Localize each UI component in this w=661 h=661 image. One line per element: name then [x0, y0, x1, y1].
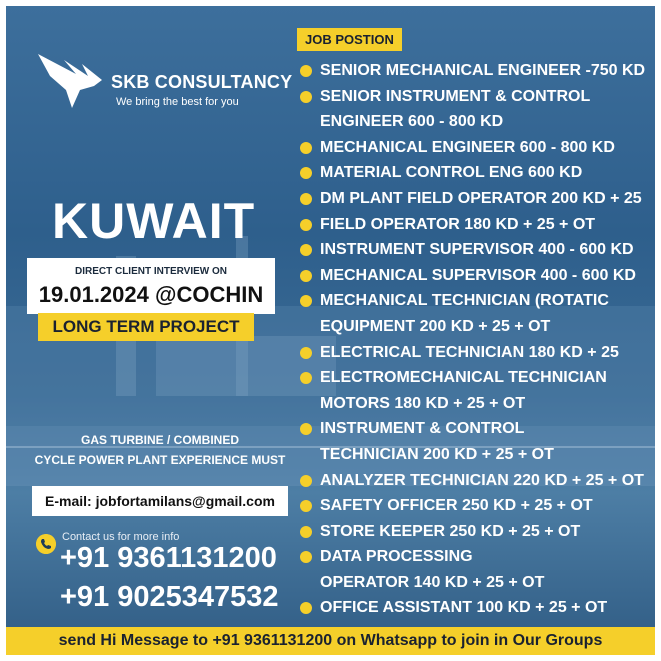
job-salary-line: EQUIPMENT 200 KD + 25 + OT — [320, 317, 551, 335]
bullet-icon — [300, 167, 312, 179]
bullet-icon — [300, 65, 312, 77]
job-title-line: INSTRUMENT SUPERVISOR 400 - 600 KD — [320, 241, 634, 259]
job-title-line: SAFETY OFFICER 250 KD + 25 + OT — [320, 497, 593, 515]
job-salary-line: ENGINEER 600 - 800 KD — [320, 113, 504, 131]
job-title-line: SENIOR MECHANICAL ENGINEER -750 KD — [320, 62, 646, 79]
job-list-item — [298, 288, 648, 339]
job-title-line: DM PLANT FIELD OPERATOR 200 KD + 25 — [320, 189, 642, 207]
interview-date: 19.01.2024 @COCHIN — [38, 282, 264, 307]
job-title-line: MATERIAL CONTROL ENG 600 KD — [320, 164, 583, 182]
bullet-icon — [300, 193, 312, 205]
bullet-icon — [300, 142, 312, 154]
job-list-item — [298, 135, 648, 161]
job-list-item — [298, 544, 648, 595]
job-list-item — [298, 365, 648, 416]
experience-line-1: GAS TURBINE / COMBINED — [80, 433, 239, 447]
job-list-item — [298, 493, 648, 519]
bullet-icon — [300, 602, 312, 614]
bullet-icon — [300, 423, 312, 435]
job-list-item — [298, 58, 648, 84]
brand-name: SKB CONSULTANCY — [111, 72, 293, 92]
job-title-line: FIELD OPERATOR 180 KD + 25 + OT — [320, 215, 596, 233]
job-position-heading: JOB POSTION — [297, 28, 402, 51]
job-list-item — [298, 84, 648, 135]
bullet-icon — [300, 270, 312, 282]
job-list-item — [298, 237, 648, 263]
job-salary-line: OPERATOR 140 KD + 25 + OT — [320, 573, 545, 591]
experience-line-2: CYCLE POWER PLANT EXPERIENCE MUST — [34, 453, 286, 467]
job-list-item — [298, 263, 648, 289]
bullet-icon — [300, 91, 312, 103]
job-list — [298, 58, 648, 621]
job-title-line: OFFICE ASSISTANT 100 KD + 25 + OT — [320, 599, 608, 617]
interview-box — [27, 258, 275, 314]
experience-requirement — [30, 430, 290, 470]
job-title-line: ELECTRICAL TECHNICIAN 180 KD + 25 — [320, 343, 619, 361]
eagle-logo-icon — [36, 46, 116, 116]
job-list-item — [298, 160, 648, 186]
bullet-icon — [300, 295, 312, 307]
bullet-icon — [300, 219, 312, 231]
poster — [6, 6, 655, 655]
bullet-icon — [300, 526, 312, 538]
job-list-item — [298, 595, 648, 621]
job-title-line: MECHANICAL ENGINEER 600 - 800 KD — [320, 138, 615, 156]
job-salary-line: TECHNICIAN 200 KD + 25 + OT — [320, 445, 554, 463]
job-title-line: ANALYZER TECHNICIAN 220 KD + 25 + OT — [320, 471, 644, 489]
job-location: KUWAIT — [52, 193, 256, 249]
job-list-item — [298, 416, 648, 467]
bullet-icon — [300, 551, 312, 563]
project-type-badge: LONG TERM PROJECT — [38, 313, 254, 341]
job-title-line: SENIOR INSTRUMENT & CONTROL — [320, 87, 591, 105]
job-list-item — [298, 340, 648, 366]
job-list-item — [298, 468, 648, 494]
job-title-line: MECHANICAL SUPERVISOR 400 - 600 KD — [320, 266, 636, 284]
job-title-line: DATA PROCESSING — [320, 548, 473, 566]
bullet-icon — [300, 347, 312, 359]
whatsapp-footer-banner: send Hi Message to +91 9361131200 on Whatsapp to join in Our Groups — [6, 627, 655, 655]
interview-label: DIRECT CLIENT INTERVIEW ON — [74, 266, 228, 277]
bullet-icon — [300, 475, 312, 487]
job-title-line: MECHANICAL TECHNICIAN (ROTATIC — [320, 292, 609, 310]
contact-label: Contact us for more info — [62, 531, 180, 543]
phone-icon — [36, 534, 56, 554]
bullet-icon — [300, 372, 312, 384]
job-list-item — [298, 212, 648, 238]
bullet-icon — [300, 244, 312, 256]
phone-number-2[interactable]: +91 9025347532 — [60, 581, 279, 613]
job-list-item — [298, 519, 648, 545]
phone-number-1[interactable]: +91 9361131200 — [60, 542, 277, 574]
email-address[interactable]: E-mail: jobfortamilans@gmail.com — [32, 486, 288, 516]
job-list-item — [298, 186, 648, 212]
job-title-line: INSTRUMENT & CONTROL — [320, 420, 525, 438]
job-title-line: STORE KEEPER 250 KD + 25 + OT — [320, 522, 581, 540]
job-title-line: ELECTROMECHANICAL TECHNICIAN — [320, 369, 607, 387]
bullet-icon — [300, 500, 312, 512]
brand-tagline: We bring the best for you — [116, 96, 239, 108]
job-salary-line: MOTORS 180 KD + 25 + OT — [320, 394, 526, 412]
